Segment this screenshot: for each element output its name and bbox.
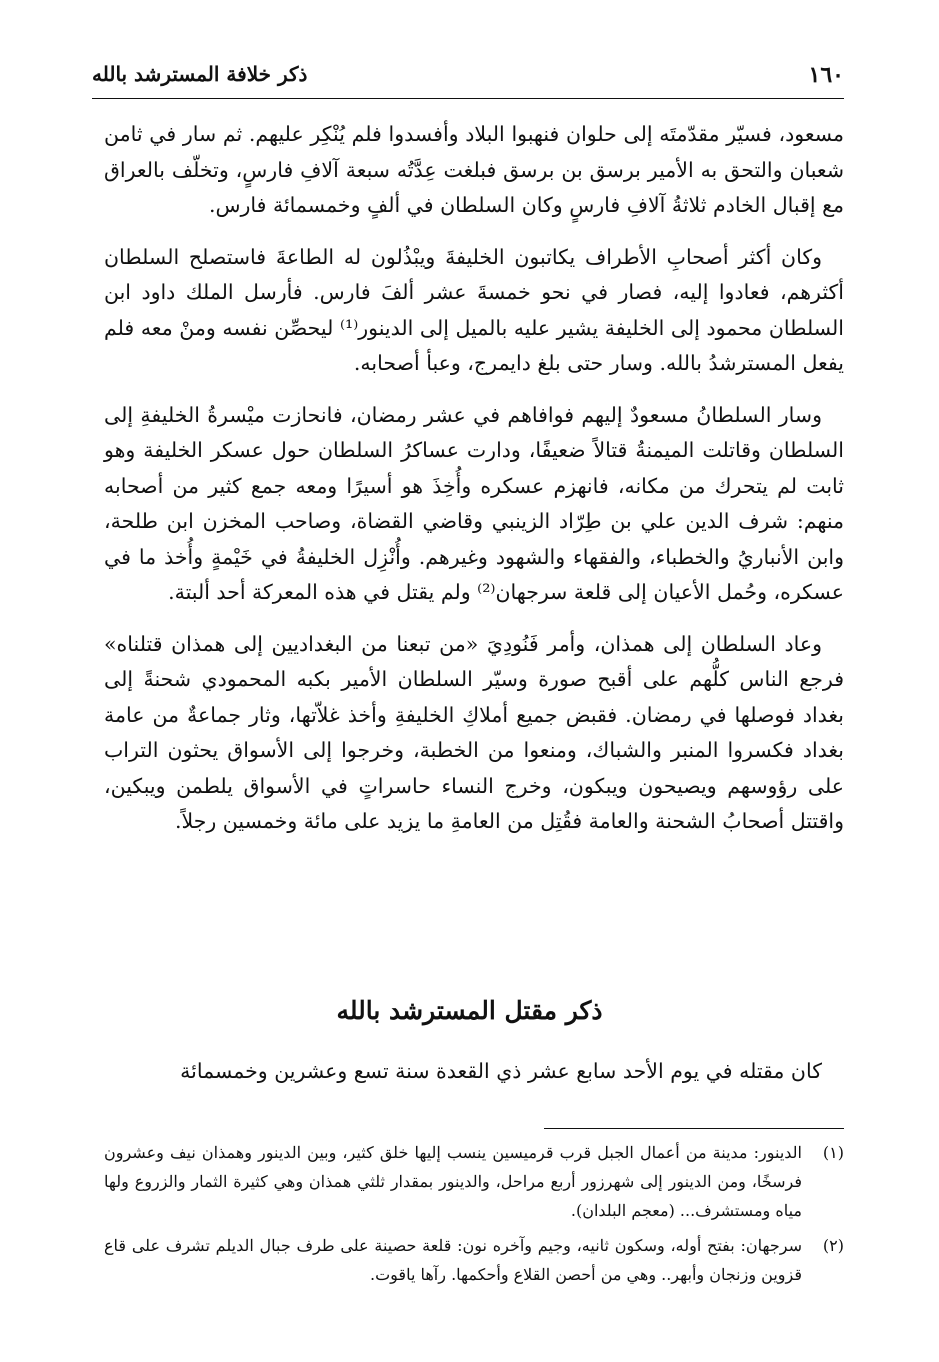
paragraph: وعاد السلطان إلى همذان، وأمر فَنُودِيَ «من تبعنا من البغداديين إلى همذان قتلناه» فرجع الناس كلُّهم على أقبح صورة وسيّر السلطان الأمير بكبه المحمودي شحنةً إلى بغداد فوصلها في رمضان. فقبض جميع أملاكِ الخليفةِ وأخذ غلاّتها، وثار جماعةٌ من عامة بغداد فكسروا المنبر والشباك، ومنعوا من الخطبة، وخرجوا إلى الأسواق يحثون التراب على رؤوسهم ويصيحون ويبكون، وخرج النساء حاسراتٍ في الأسواق يلطمن ويبكين، واقتتل أصحابُ الشحنة والعامة فقُتِل من العامةِ ما يزيد على مائة وخمسين رجلاً.: [104, 631, 844, 833]
paragraph: وكان أكثر أصحابِ الأطراف يكاتبون الخليفةَ ويبْذُلون له الطاعةَ فاستصلح السلطان أكثرهم، فعادوا إليه، فصار في نحو خمسةَ عشر ألفَ فارس. فأرسل الملك داود ابن السلطان محمود إلى الخليفة يشير عليه بالميل إلى الدينور⁽¹⁾ ليحصِّن نفسه ومنْ معه فلم يفعل المسترشدُ بالله. وسار حتى بلغ دايمرج، وعبأ أصحابه.: [104, 244, 844, 375]
footnote: [104, 1138, 844, 1225]
footnote: [104, 1231, 844, 1289]
footnote-divider: [544, 1128, 844, 1129]
section-paragraph: كان مقتله في يوم الأحد سابع عشر ذي القعدة سنة تسع وعشرين وخمسمائة: [180, 1059, 822, 1083]
paragraph: مسعود، فسيّر مقدّمتَه إلى حلوان فنهبوا البلاد وأفسدوا فلم يُنْكِر عليهم. ثم سار في ثامن شعبان والتحق به الأمير برسق بن برسق فبلغت عِدَّتُه سبعة آلافِ فارسٍ، وتخلّف بالعراق مع إقبال الخادم ثلاثةُ آلافِ فارسٍ وكان السلطان في ألفٍ وخمسمائة فارس.: [104, 122, 844, 217]
page-header: [92, 58, 844, 99]
footnote-number: (٢): [822, 1236, 844, 1255]
footnotes: [104, 1138, 844, 1295]
footnote-text: سرجهان: بفتح أوله، وسكون ثانيه، وجيم وآخره نون: قلعة حصينة على طرف جبال الديلم تشرف على قاع قزوين وزنجان وأبهر.. وهي من أحصن القلاع وأحكمها. رآها ياقوت.: [104, 1236, 802, 1284]
paragraph: وسار السلطانُ مسعودٌ إليهم فوافاهم في عشر رمضان، فانحازت ميْسرةُ الخليفةِ إلى السلطان وقاتلت الميمنةُ قتالاً ضعيفًا، ودارت عساكرُ السلطان حول عسكر الخليفة وهو ثابت لم يتحرك من مكانه، فانهزم عسكره وأُخِذَ هو أسيرًا ومعه جمع كثير من أصحابه منهم: شرف الدين علي بن طِرّاد الزينبي وقاضي القضاة، وصاحب المخزن ابن طلحة، وابن الأنباريُ والخطباء، والفقهاء والشهود وغيرهم. وأُنْزِل الخليفةُ في خَيْمةٍ وأُخذ ما في عسكره، وحُمل الأعيان إلى قلعة سرجهان⁽²⁾ ولم يقتل في هذه المعركة أحد ألبتة.: [104, 402, 844, 604]
main-text: [104, 117, 844, 856]
running-title: ذكر خلافة المسترشد بالله: [92, 62, 308, 86]
section-heading: ذكر مقتل المسترشد بالله: [336, 996, 603, 1025]
footnote-number: (١): [822, 1143, 844, 1162]
page-number: ١٦٠: [808, 62, 844, 88]
footnote-text: الدينور: مدينة من أعمال الجبل قرب قرميسين ينسب إليها خلق كثير، وبين الدينور وهمذان نيف وعشرون فرسخًا، ومن الدينور إلى شهرزور أربع مراحل، والدينور بمقدار ثلثي همذان وهي كثيرة الثمار والزروع ولها مياه ومستشرف... (معجم البلدان).: [104, 1143, 803, 1220]
